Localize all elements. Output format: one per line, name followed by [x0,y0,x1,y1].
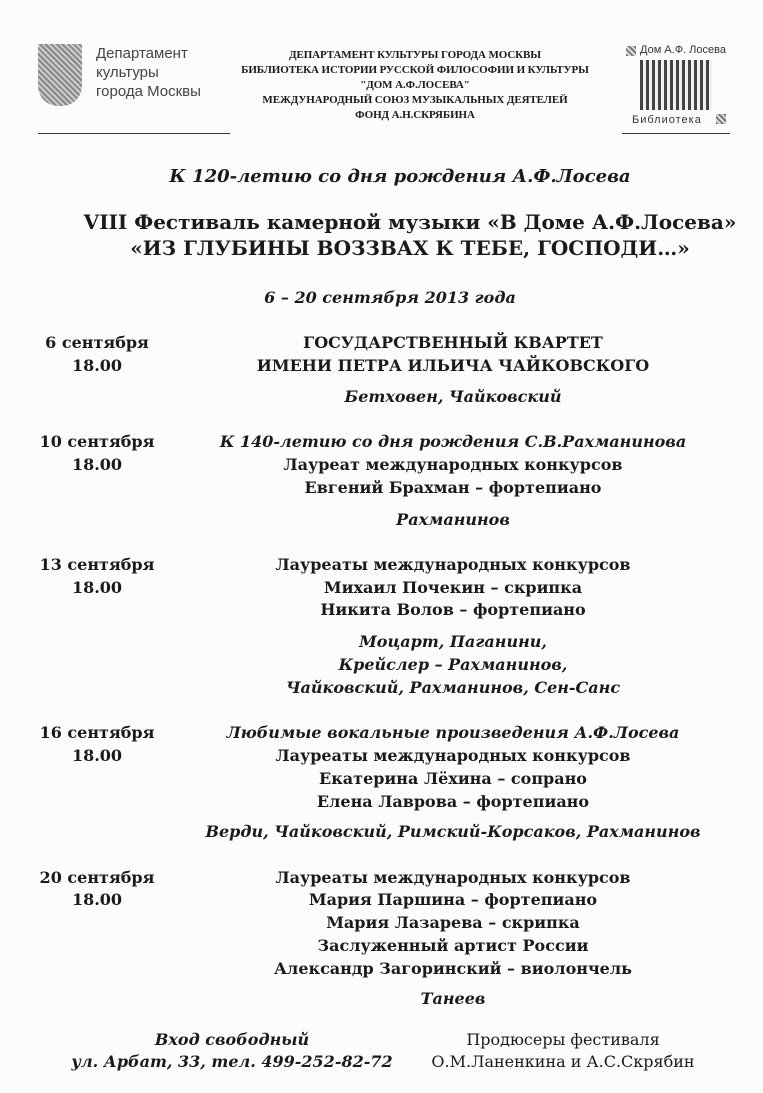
concert-performer: Лауреат международных конкурсов [283,455,623,474]
logo-text-line: Департамент [96,45,188,62]
concert-performer: Мария Паршина – фортепиано [308,890,598,909]
divider [622,133,730,134]
divider [38,133,230,134]
concert-performer: Михаил Почекин – скрипка [323,578,583,597]
concert-time: 18.00 [71,890,123,909]
concert-repertoire: Верди, Чайковский, Римский-Корсаков, Рахманинов [205,822,701,841]
concert-time: 18.00 [71,455,123,474]
header-line: ДЕПАРТАМЕНТ КУЛЬТУРЫ ГОРОДА МОСКВЫ [289,49,541,61]
concert-date: 10 сентября [39,432,155,451]
concert-performer: ИМЕНИ ПЕТРА ИЛЬИЧА ЧАЙКОВСКОГО [256,356,650,375]
header-line: "ДОМ А.Ф.ЛОСЕВА" [360,79,470,91]
concert-repertoire: Рахманинов [396,510,510,529]
producers-names: О.М.Ланенкина и А.С.Скрябин [431,1052,695,1071]
free-entry: Вход свободный [154,1030,310,1049]
concert-repertoire: Любимые вокальные произведения А.Ф.Лосева [226,723,680,742]
concert-performer: Евгений Брахман – фортепиано [304,478,602,497]
header-line: ФОНД А.Н.СКРЯБИНА [355,109,475,121]
concert-time: 18.00 [71,356,123,375]
concert-performer: Лауреаты международных конкурсов [275,868,631,887]
logo-pattern [626,46,636,56]
logo-subtitle: Библиотека [632,114,702,126]
festival-dates: 6 – 20 сентября 2013 года [264,288,516,307]
concert-performer: Лауреаты международных конкурсов [275,555,631,574]
header-line: МЕЖДУНАРОДНЫЙ СОЮЗ МУЗЫКАЛЬНЫХ ДЕЯТЕЛЕЙ [262,94,568,106]
concert-date: 6 сентября [45,333,149,352]
concert-date: 13 сентября [39,555,155,574]
concert-time: 18.00 [71,578,123,597]
moscow-coat-of-arms-logo [38,44,82,106]
address: ул. Арбат, 33, тел. 499-252-82-72 [71,1052,393,1071]
festival-title: VIII Фестиваль камерной музыки «В Доме А.Ф.Лосева» [83,210,737,234]
concert-performer: Александр Загоринский – виолончель [274,959,632,978]
concert-repertoire: Моцарт, Паганини, [359,632,547,651]
concert-repertoire: Крейслер – Рахманинов, [338,655,568,674]
concert-performer: ГОСУДАРСТВЕННЫЙ КВАРТЕТ [303,333,603,352]
logo-text-line: культуры [96,64,159,81]
producers-label: Продюсеры фестиваля [466,1030,660,1049]
concert-date: 20 сентября [39,868,155,887]
festival-motto: «ИЗ ГЛУБИНЫ ВОЗЗВАХ К ТЕБЕ, ГОСПОДИ…» [130,236,690,260]
building-icon [640,60,712,110]
logo-title: Дом А.Ф. Лосева [640,44,726,56]
losev-house-logo [626,44,726,128]
anniversary-heading: К 120-летию со дня рождения А.Ф.Лосева [169,166,631,187]
concert-performer: Елена Лаврова – фортепиано [316,792,590,811]
logo-pattern [716,114,726,124]
concert-repertoire: Чайковский, Рахманинов, Сен-Санс [285,678,621,697]
concert-performer: Мария Лазарева – скрипка [326,913,580,932]
concert-repertoire: К 140-летию со дня рождения С.В.Рахманинова [219,432,687,451]
concert-performer: Екатерина Лёхина – сопрано [319,769,587,788]
concert-repertoire: Танеев [420,989,486,1008]
logo-text-line: города Москвы [96,83,201,100]
concert-repertoire: Бетховен, Чайковский [344,387,562,406]
department-logo-text [96,44,201,101]
concert-performer: Никита Волов – фортепиано [320,600,586,619]
concert-performer: Лауреаты международных конкурсов [275,746,631,765]
concert-time: 18.00 [71,746,123,765]
header-line: БИБЛИОТЕКА ИСТОРИИ РУССКОЙ ФИЛОСОФИИ И КУЛЬТУРЫ [241,64,589,76]
concert-performer: Заслуженный артист России [317,936,589,955]
concert-date: 16 сентября [39,723,155,742]
